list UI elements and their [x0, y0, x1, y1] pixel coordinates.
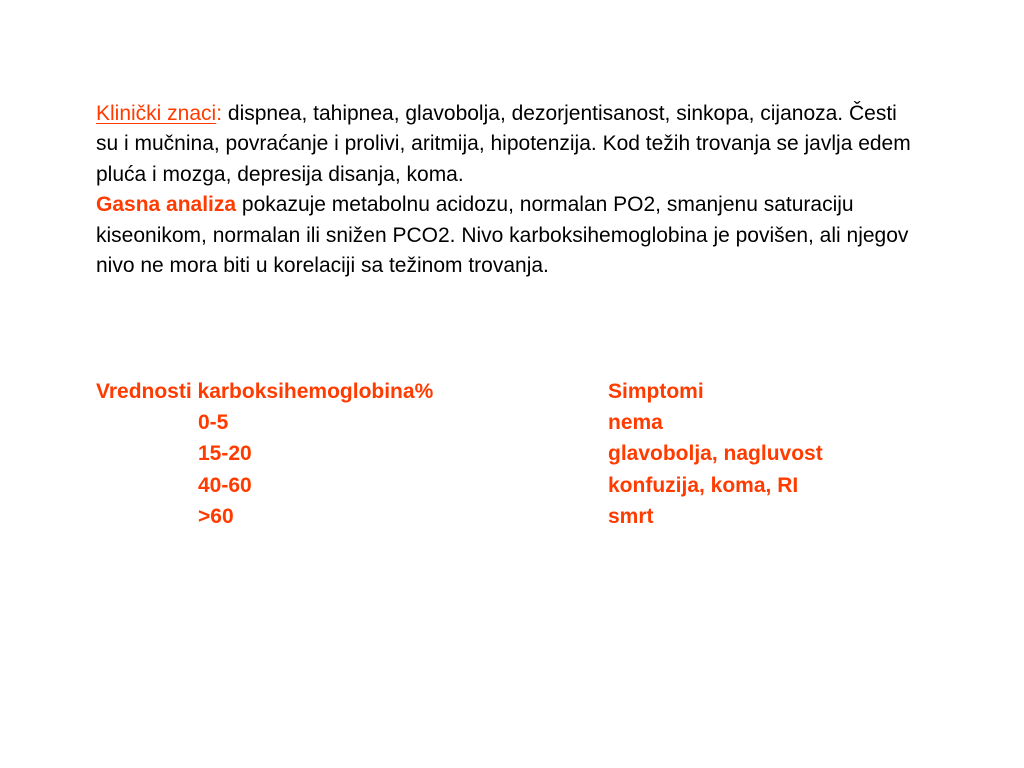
- table-row: [96, 407, 916, 438]
- table-cell-value: >60: [198, 504, 234, 528]
- table-cell-symptom: smrt: [608, 504, 654, 528]
- clinical-signs-colon: :: [216, 102, 223, 125]
- table-cell-value: 15-20: [198, 442, 252, 466]
- gas-analysis-paragraph: [96, 190, 916, 281]
- clinical-signs-text: dispnea, tahipnea, glavobolja, dezorjentisanost, sinkopa, cijanoza. Česti su i mučnina, povraćanje i prolivi, aritmija, hipotenzija. Kod težih trovanja se javlja edem pluća i mozga, depresija disanja, koma.: [96, 102, 911, 186]
- gas-analysis-heading: Gasna analiza: [96, 193, 237, 217]
- table-row: [96, 438, 916, 469]
- table-row: [96, 470, 916, 501]
- clinical-signs-heading: Klinički znaci: [96, 102, 217, 125]
- cohb-symptoms-table: [96, 376, 916, 532]
- table-row: [96, 501, 916, 532]
- table-cell-value: 40-60: [198, 473, 252, 497]
- table-cell-symptom: konfuzija, koma, RI: [608, 473, 799, 497]
- table-cell-symptom: nema: [608, 411, 663, 435]
- gas-analysis-text: pokazuje metabolnu acidozu, normalan PO2, smanjenu saturaciju kiseonikom, normalan ili snižen PCO2. Nivo karboksihemoglobina je povišen, ali njegov nivo ne mora biti u korelaciji sa težinom trovanja.: [96, 193, 909, 278]
- table-cell-symptom: glavobolja, nagluvost: [608, 442, 823, 466]
- table-cell-value: 0-5: [198, 411, 229, 435]
- table-header-values: Vrednosti karboksihemoglobina%: [96, 380, 434, 403]
- table-header-symptoms: Simptomi: [608, 380, 704, 403]
- table-header-row: [96, 376, 916, 407]
- clinical-signs-paragraph: [96, 99, 916, 190]
- clinical-text-block: [96, 99, 916, 281]
